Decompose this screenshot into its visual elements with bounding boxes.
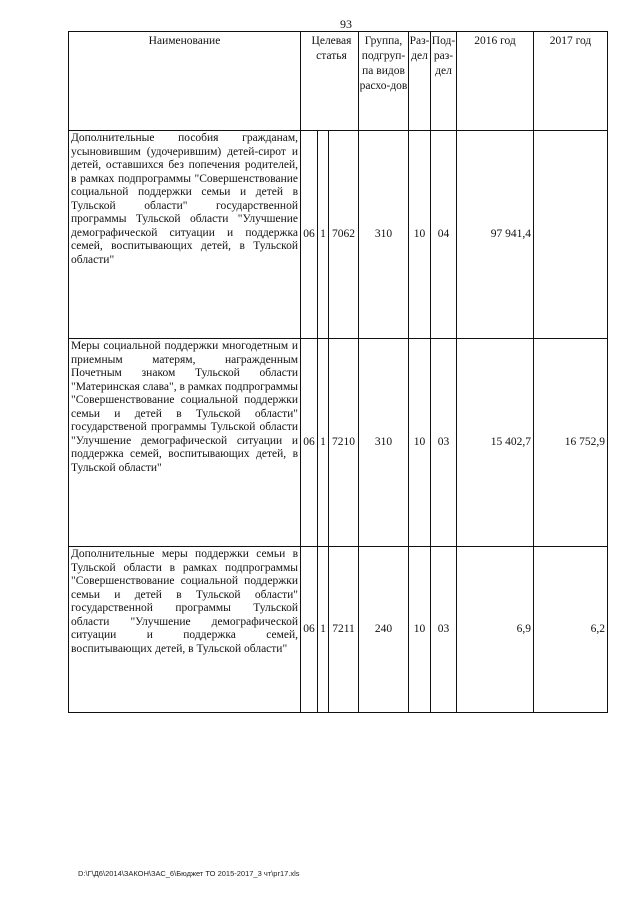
header-subsection: Под-раз-дел — [431, 32, 457, 131]
row-subsection: 03 — [431, 547, 457, 713]
row-code-direction: 7210 — [329, 339, 359, 547]
budget-table — [68, 31, 608, 713]
row-code-program: 06 — [301, 339, 318, 547]
page-number: 93 — [340, 17, 352, 31]
row-subsection: 03 — [431, 339, 457, 547]
row-value-2016: 15 402,7 — [457, 339, 534, 547]
header-year-2017: 2017 год — [534, 32, 608, 131]
header-group: Группа, подгруп-па видов расхо-дов — [359, 32, 409, 131]
table-row — [69, 547, 608, 713]
row-name: Меры социальной поддержки многодетным и приемным матерям, награжденным Почетным знаком Тульской области "Материнская слава", в рамках подпрограммы "Совершенствование социальной поддержки семьи и детей в Тульской области" государственой программы Тульской области "Улучшение демографической ситуации и поддержка семей, воспитывающих детей, в Тульской области" — [69, 339, 301, 547]
row-group: 310 — [359, 339, 409, 547]
row-value-2017: 16 752,9 — [534, 339, 608, 547]
row-value-2017 — [534, 131, 608, 339]
row-value-2017: 6,2 — [534, 547, 608, 713]
table-header-row — [69, 32, 608, 131]
row-code-direction: 7062 — [329, 131, 359, 339]
table-row — [69, 339, 608, 547]
row-code-subprogram: 1 — [318, 547, 329, 713]
row-code-program: 06 — [301, 131, 318, 339]
row-code-subprogram: 1 — [318, 131, 329, 339]
row-name: Дополнительные пособия гражданам, усыновившим (удочерившим) детей-сирот и детей, оставшихся без попечения родителей, в рамках подпрограммы "Совершенствование социальной поддержки семьи и детей в Тульской области" государственной программы Тульской области "Улучшение демографической ситуации и поддержка семей, воспитывающих детей, в Тульской области" — [69, 131, 301, 339]
row-subsection: 04 — [431, 131, 457, 339]
header-section: Раз-дел — [409, 32, 431, 131]
row-name: Дополнительные меры поддержки семьи в Тульской области в рамках подпрограммы "Совершенствование социальной поддержки семьи и детей в Тульской области" государственной программы Тульской области "Улучшение демографической ситуации и поддержка семей, воспитывающих детей, в Тульской области" — [69, 547, 301, 713]
row-value-2016: 6,9 — [457, 547, 534, 713]
row-section: 10 — [409, 547, 431, 713]
header-target-article: Целевая статья — [301, 32, 359, 131]
row-group: 310 — [359, 131, 409, 339]
row-value-2016: 97 941,4 — [457, 131, 534, 339]
row-code-subprogram: 1 — [318, 339, 329, 547]
row-code-direction: 7211 — [329, 547, 359, 713]
footer-file-path: D:\Г\Д6\2014\ЗАКОН\ЗАС_6\Бюджет ТО 2015-2017_3 чт\рr17.xls — [78, 869, 300, 878]
row-section: 10 — [409, 131, 431, 339]
row-section: 10 — [409, 339, 431, 547]
row-group: 240 — [359, 547, 409, 713]
row-code-program: 06 — [301, 547, 318, 713]
header-year-2016: 2016 год — [457, 32, 534, 131]
table-row — [69, 131, 608, 339]
header-name: Наименование — [69, 32, 301, 131]
